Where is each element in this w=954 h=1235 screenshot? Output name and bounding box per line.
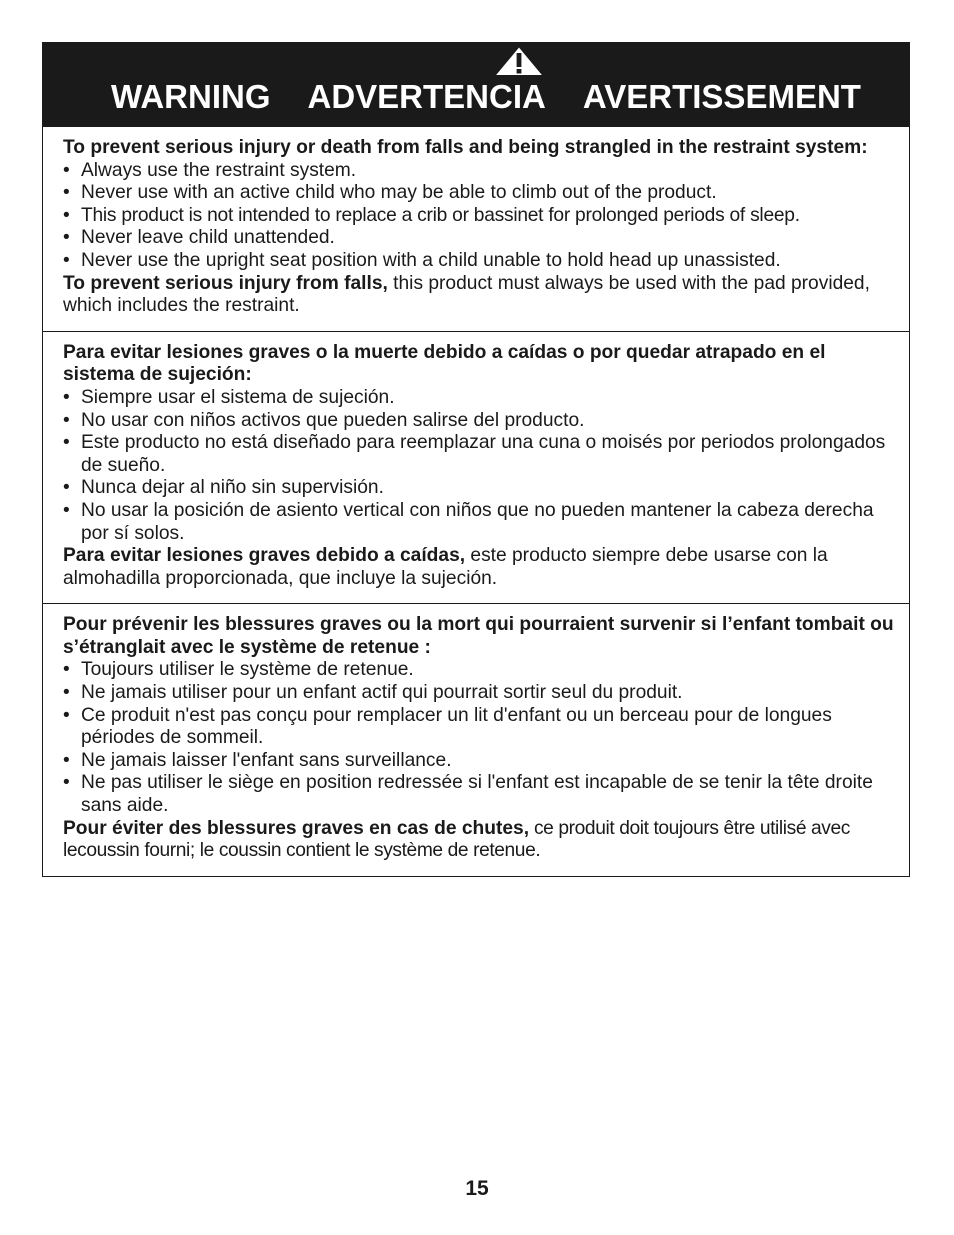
closing-bold: Para evitar lesiones graves debido a caídas, [63,545,466,567]
title-es: ADVERTENCIA [307,78,546,115]
section-heading: To prevent serious injury or death from falls and being strangled in the restraint system: [63,137,868,158]
section-heading: Pour prévenir les blessures graves ou la mort qui pourraient survenir si l’enfant tombait ou s’étranglait avec le système de retenue : [63,614,894,658]
list-item: • Always use the restraint system. [63,160,897,183]
bullet-list [63,160,897,273]
section-french [43,603,909,876]
closing-text: this product must always be used with the pad provided, which includes the restraint. [63,272,870,317]
list-item: • Never use the upright seat position with a child unable to hold head up unassisted. [63,250,897,273]
section-heading: Para evitar lesiones graves o la muerte debido a caídas o por quedar atrapado en el sistema de sujeción: [63,341,826,386]
list-item: • Siempre usar el sistema de sujeción. [63,387,897,410]
list-item: • Nunca dejar al niño sin supervisión. [63,477,897,500]
bullet-list [63,659,897,817]
title-en: WARNING [111,78,271,115]
warning-header [43,43,909,126]
closing-bold: Pour éviter des blessures graves en cas de chutes, [63,817,530,839]
list-item: • Never leave child unattended. [63,227,897,250]
closing-text: ce produit doit toujours être utilisé avec lecoussin fourni; le coussin contient le système de retenue. [63,817,850,862]
list-item: • Toujours utiliser le système de retenue. [63,659,897,682]
section-closing [63,273,897,318]
warning-title [111,78,861,116]
bullet-list [63,387,897,545]
section-closing [63,545,897,590]
list-item: • No usar con niños activos que pueden salirse del producto. [63,410,897,433]
closing-bold: To prevent serious injury from falls, [63,272,388,294]
list-item: • Este producto no está diseñado para reemplazar una cuna o moisés por periodos prolongados de sueño. [63,432,897,477]
list-item: • Ne pas utiliser le siège en position redressée si l'enfant est incapable de se tenir la tête droite sans aide. [63,772,897,817]
closing-text: este producto siempre debe usarse con la almohadilla proporcionada, que incluye la sujeción. [63,545,828,589]
list-item: • Ce produit n'est pas conçu pour remplacer un lit d'enfant ou un berceau pour de longues périodes de sommeil. [63,705,897,750]
list-item: • Ne jamais utiliser pour un enfant actif qui pourrait sortir seul du produit. [63,682,897,705]
list-item: • Never use with an active child who may be able to climb out of the product. [63,182,897,205]
list-item: • This product is not intended to replace a crib or bassinet for prolonged periods of sleep. [63,205,897,228]
page-number: 15 [465,1177,489,1200]
section-english [43,126,909,331]
warning-box [42,42,910,877]
list-item: • Ne jamais laisser l'enfant sans surveillance. [63,750,897,773]
title-fr: AVERTISSEMENT [582,78,861,115]
warning-triangle-icon [491,43,547,79]
section-closing [63,818,897,863]
section-spanish [43,331,909,604]
list-item: • No usar la posición de asiento vertical con niños que no pueden mantener la cabeza derecha por sí solos. [63,500,897,545]
